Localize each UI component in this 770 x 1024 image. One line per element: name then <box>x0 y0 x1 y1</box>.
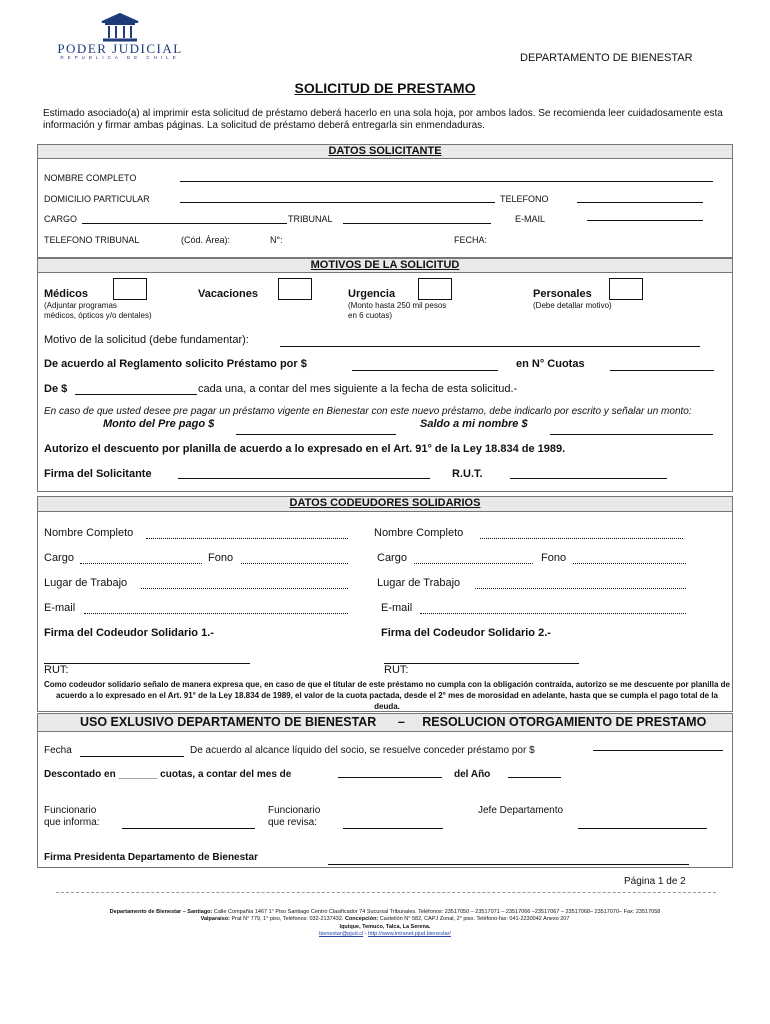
reglamento-label: De acuerdo al Reglamento solicito Préstamo por $ <box>44 358 307 370</box>
cod1-cargo-field[interactable] <box>80 563 202 564</box>
func-revisa-label: Funcionario que revisa: <box>268 805 321 828</box>
intro-text: Estimado asociado(a) al imprimir esta solicitud de préstamo deberá hacerlo en una sola hoja, por ambos lados. Se recomienda leer cuidadosamente esta información y firmar ambas páginas. La solicitud de préstamo deberá entregarla sin enmendaduras. <box>43 108 723 131</box>
acuerdo-text: De acuerdo al alcance líquido del socio, se resuelve conceder préstamo por $ <box>190 745 535 756</box>
cod2-fono-label: Fono <box>541 552 567 564</box>
footer-line-1: Departamento de Bienestar – Santiago: Calle Compañía 1467 1° Piso Santiago Centro Clasificador 74 Sucursal Tribunales. Teléfonos: 23517050 – 23517071 – 23517066 –23517067 – 23517068– 23517070– Fax: 23517058 <box>109 909 661 915</box>
cod1-cargo-label: Cargo <box>44 552 74 564</box>
cod1-lugar-field[interactable] <box>141 588 348 589</box>
func-informa-label: Funcionario que informa: <box>44 805 100 828</box>
domicilio-label: DOMICILIO PARTICULAR <box>44 194 150 204</box>
mes-field[interactable] <box>338 777 442 778</box>
cod1-firma-label: Firma del Codeudor Solidario 1.- <box>44 627 214 639</box>
rut-solicitante-field[interactable] <box>510 478 667 479</box>
cod1-nombre-field[interactable] <box>146 538 348 539</box>
cod2-lugar-field[interactable] <box>475 588 686 589</box>
page-number: Página 1 de 2 <box>624 876 686 887</box>
cargo-field[interactable] <box>82 223 287 224</box>
nombre-field[interactable] <box>180 181 713 182</box>
org-name: PODER JUDICIAL <box>57 41 183 56</box>
anio-field[interactable] <box>508 777 561 778</box>
tribunal-label: TRIBUNAL <box>288 214 333 224</box>
firma-presidenta-field[interactable] <box>328 864 689 865</box>
footer-line-4: bienestar@pjud.cl - http://www.intranet.pjud.bienestar/ <box>319 931 451 938</box>
saldo-field[interactable] <box>550 434 713 435</box>
cod1-lugar-label: Lugar de Trabajo <box>44 577 128 589</box>
vacaciones-checkbox[interactable] <box>278 278 312 300</box>
func-informa-field[interactable] <box>122 828 255 829</box>
personales-checkbox[interactable] <box>609 278 643 300</box>
tel-tribunal-label: TELEFONO TRIBUNAL <box>44 235 140 245</box>
cod2-nombre-field[interactable] <box>480 538 683 539</box>
domicilio-field[interactable] <box>180 202 495 203</box>
fecha-label: FECHA: <box>454 235 488 245</box>
de-label: De $ <box>44 383 68 395</box>
email-label: E-MAIL <box>515 214 546 224</box>
cod2-cargo-field[interactable] <box>414 563 533 564</box>
func-revisa-field[interactable] <box>343 828 443 829</box>
footer <box>40 909 730 939</box>
cod2-firma-field[interactable] <box>384 663 579 664</box>
cod1-email-label: E-mail <box>44 602 76 614</box>
org-subtitle: REPUBLICA DE CHILE <box>60 55 180 60</box>
footer-line-2: Valparaíso: Prat N° 779, 1° piso, Teléfonos: 032-2137432. Concepción: Castellón N° 582, CAPJ Zonal, 2° piso. Teléfono-fax: 041-2230042 Anexo 207 <box>200 916 570 923</box>
autorizo-text: Autorizo el descuento por planilla de acuerdo a lo expresado en el Art. 91° de la Ley 18.834 de 1989. <box>44 443 566 455</box>
motives-heading: MOTIVOS DE LA SOLICITUD <box>37 258 733 273</box>
urgencia-checkbox[interactable] <box>418 278 452 300</box>
telefono-label: TELEFONO <box>500 194 549 204</box>
cod2-fono-field[interactable] <box>573 563 686 564</box>
cod2-lugar-label: Lugar de Trabajo <box>377 577 461 589</box>
motivo-label: Motivo de la solicitud (debe fundamentar): <box>44 334 249 346</box>
fecha-res-field[interactable] <box>80 756 184 757</box>
saldo-label: Saldo a mi nombre $ <box>420 418 528 430</box>
exclusive-section <box>37 713 733 868</box>
tribunal-field[interactable] <box>343 223 491 224</box>
codeudor-note: Como codeudor solidario señalo de manera expresa que, en caso de que el titular de este préstamo no cumpla con la obligación contraída, autorizo se me descuente por planilla de acuerdo a lo expresado en el Art. 91° de la Ley 18.834 de 1989, el valor de la cuota pactada, desde el 2° mes de morosidad en adelante, hasta que se cumpla el pago total de la deuda. <box>44 680 730 712</box>
monto-field[interactable] <box>352 370 498 371</box>
cuotas-field[interactable] <box>610 370 714 371</box>
footer-divider <box>56 892 716 893</box>
cod2-firma-label: Firma del Codeudor Solidario 2.- <box>381 627 551 639</box>
vacaciones-label: Vacaciones <box>198 288 258 300</box>
firma-solicitante-label: Firma del Solicitante <box>44 468 152 480</box>
acuerdo-monto-field[interactable] <box>593 750 723 751</box>
fecha-res-label: Fecha <box>44 745 72 756</box>
cargo-label: CARGO <box>44 214 78 224</box>
telefono-field[interactable] <box>577 202 703 203</box>
monto-prepago-label: Monto del Pre pago $ <box>103 418 215 430</box>
cod2-rut-label: RUT: <box>384 664 409 676</box>
cod2-cargo-label: Cargo <box>377 552 407 564</box>
footer-url-link[interactable]: http://www.intranet.pjud.bienestar/ <box>368 931 451 938</box>
cuotas-label: en N° Cuotas <box>516 358 585 370</box>
jefe-field[interactable] <box>578 828 707 829</box>
cod1-email-field[interactable] <box>84 613 348 614</box>
monto-prepago-field[interactable] <box>236 434 396 435</box>
cod1-fono-field[interactable] <box>241 563 348 564</box>
cada-una-text: cada una, a contar del mes siguiente a la fecha de esta solicitud.- <box>198 383 518 395</box>
cod1-rut-label: RUT: <box>44 664 69 676</box>
applicant-heading: DATOS SOLICITANTE <box>37 144 733 159</box>
cod1-nombre-label: Nombre Completo <box>44 527 134 539</box>
codeudores-heading: DATOS CODEUDORES SOLIDARIOS <box>37 496 733 512</box>
email-field[interactable] <box>587 220 703 221</box>
personales-label: Personales <box>533 288 592 300</box>
anio-label: del Año <box>454 769 491 780</box>
nombre-label: NOMBRE COMPLETO <box>44 173 137 183</box>
urgencia-note: (Monto hasta 250 mil pesos en 6 cuotas) <box>348 301 447 320</box>
descontado-text: Descontado en _______ cuotas, a contar del mes de <box>44 769 292 780</box>
exclusive-heading: USO EXLUSIVO DEPARTAMENTO DE BIENESTAR – RESOLUCION OTORGAMIENTO DE PRESTAMO <box>37 713 733 732</box>
logo <box>55 8 185 63</box>
cod1-firma-field[interactable] <box>44 663 250 664</box>
cod2-nombre-label: Nombre Completo <box>374 527 464 539</box>
cuota-valor-field[interactable] <box>75 394 197 395</box>
medicos-label: Médicos <box>44 288 89 300</box>
numero-label: N°: <box>270 235 283 245</box>
medicos-checkbox[interactable] <box>113 278 147 300</box>
motivo-field[interactable] <box>280 346 700 347</box>
cod1-fono-label: Fono <box>208 552 234 564</box>
personales-note: (Debe detallar motivo) <box>533 301 612 310</box>
firma-presidenta-label: Firma Presidenta Departamento de Bienestar <box>44 852 258 863</box>
urgencia-label: Urgencia <box>348 288 396 300</box>
prepay-text: En caso de que usted desee pre pagar un préstamo vigente en Bienestar con este nuevo préstamo, debe indicarlo por escrito y señalar un monto: <box>44 406 692 417</box>
firma-solicitante-field[interactable] <box>178 478 430 479</box>
rut-solicitante-label: R.U.T. <box>452 468 483 480</box>
department-name: DEPARTAMENTO DE BIENESTAR <box>520 52 693 64</box>
footer-line-3: Iquique, Temuco, Talca, La Serena. <box>339 923 431 930</box>
page-title: SOLICITUD DE PRESTAMO <box>294 80 476 96</box>
footer-email-link[interactable]: bienestar@pjud.cl <box>319 931 364 938</box>
medicos-note: (Adjuntar programas médicos, ópticos y/o dentales) <box>44 301 152 320</box>
jefe-label: Jefe Departamento <box>478 805 564 816</box>
cod2-email-label: E-mail <box>381 602 413 614</box>
cod2-email-field[interactable] <box>420 613 686 614</box>
cod-area-label: (Cód. Área): <box>181 235 231 245</box>
